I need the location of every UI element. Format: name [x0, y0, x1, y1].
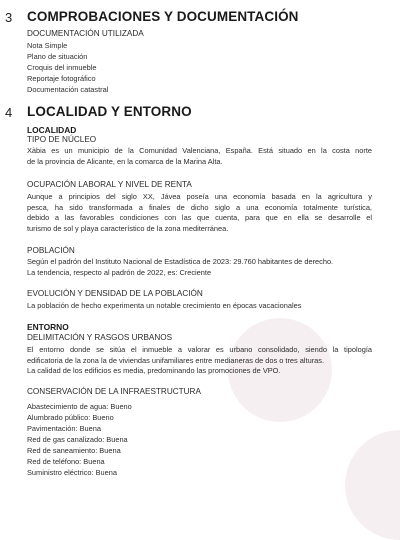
doc-item: Nota Simple — [27, 41, 68, 50]
localidad-subheading: TIPO DE NÚCLEO — [27, 135, 97, 144]
section-number: 3 — [5, 10, 13, 25]
conservacion-heading: CONSERVACIÓN DE LA INFRAESTRUCTURA — [27, 387, 201, 396]
text-line: edificatoria de la zona la de viviendas unifamiliares entre medianeras de dos o tres alturas. — [27, 355, 325, 365]
infra-item: Suministro eléctrico: Buena — [27, 468, 117, 477]
text-line: Xàbia es un municipio de la Comunidad Valenciana, España. Está situado en la costa norte — [27, 146, 372, 155]
infra-item: Red de teléfono: Buena — [27, 457, 105, 466]
text-line: pesca, ha sido transformada a finales de dicho siglo a una economía totalmente turística, — [27, 202, 372, 212]
infra-item: Pavimentación: Buena — [27, 424, 101, 433]
entorno-heading: ENTORNO — [27, 322, 69, 332]
section-4-header — [5, 105, 395, 123]
text-line: Según el padrón del Instituto Nacional de Estadística de 2023: 29.760 habitantes de derecho. — [27, 257, 334, 266]
text-line: Aunque a principios del siglo XX, Jávea poseía una economía basada en la agricultura y — [27, 192, 372, 201]
documentation-subtitle: DOCUMENTACIÓN UTILIZADA — [27, 29, 144, 38]
poblacion-heading: POBLACIÓN — [27, 246, 75, 255]
text-line: La calidad de los edificios es media, predominando las promociones de VPO. — [27, 366, 281, 375]
section-number: 4 — [5, 105, 13, 120]
doc-item: Plano de situación — [27, 52, 88, 61]
section-title: COMPROBACIONES Y DOCUMENTACIÓN — [27, 9, 299, 24]
doc-item: Croquis del inmueble — [27, 63, 97, 72]
section-3-header — [5, 10, 395, 28]
evolucion-text: La población de hecho experimenta un notable crecimiento en épocas vacacionales — [27, 301, 302, 310]
infra-item: Abastecimiento de agua: Bueno — [27, 402, 132, 411]
infra-item: Red de gas canalizado: Buena — [27, 435, 128, 444]
localidad-text — [27, 146, 372, 167]
section-title: LOCALIDAD Y ENTORNO — [27, 104, 192, 119]
poblacion-text — [27, 257, 372, 278]
text-line: turismo de sol y playa característico de la zona mediterránea. — [27, 223, 229, 233]
localidad-heading: LOCALIDAD — [27, 125, 77, 135]
infra-item: Red de saneamiento: Buena — [27, 446, 121, 455]
text-line: El entorno donde se sitúa el inmueble a valorar es urbano consolidado, siendo la tipología — [27, 345, 372, 354]
ocupacion-heading: OCUPACIÓN LABORAL Y NIVEL DE RENTA — [27, 180, 192, 189]
ocupacion-text — [27, 192, 372, 234]
doc-item: Documentación catastral — [27, 85, 109, 94]
infra-item: Alumbrado público: Bueno — [27, 413, 114, 422]
text-line: La tendencia, respecto al padrón de 2022, es: Creciente — [27, 267, 212, 277]
text-line: de la provincia de Alicante, en la comarca de la Marina Alta. — [27, 156, 223, 166]
text-line: debido a las favorables condiciones con las que cuenta, para que en ella se desarrolle el — [27, 213, 372, 222]
entorno-text — [27, 345, 372, 377]
doc-item: Reportaje fotográfico — [27, 74, 96, 83]
entorno-subheading: DELIMITACIÓN Y RASGOS URBANOS — [27, 333, 173, 342]
evolucion-heading: EVOLUCIÓN Y DENSIDAD DE LA POBLACIÓN — [27, 289, 203, 298]
